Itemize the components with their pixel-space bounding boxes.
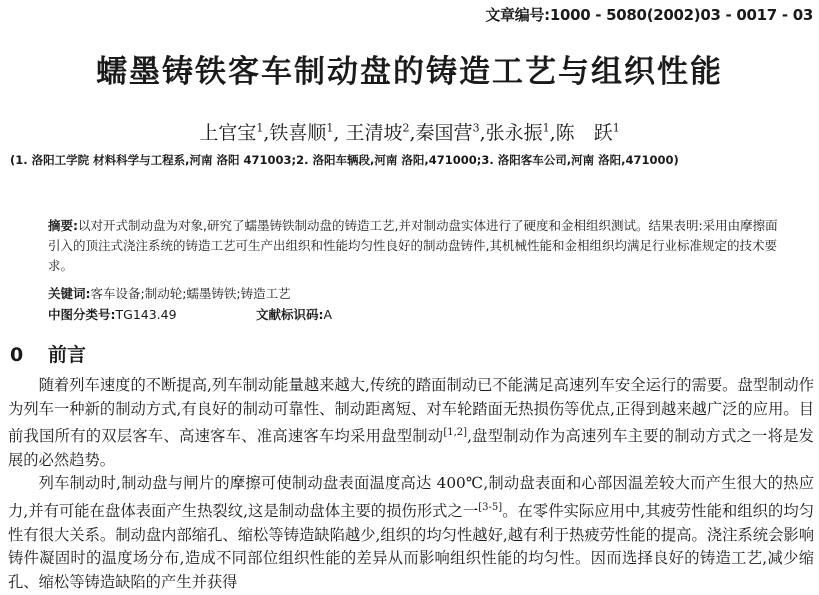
author-affiliation-mark: 1 xyxy=(612,121,620,135)
paragraph-text: 。在零件实际应用中,其疲劳性能和组织的均匀性有很大关系。制动盘内部缩孔、缩松等铸造缺陷越少,组织的均匀性越好,越有利于热疲劳性能的提高。浇注系统会影响铸件凝固时的温度场分布,造成不同部位组织性能的差异从而影响组织性能的均匀性。因而选择良好的铸造工艺,减少缩孔、缩松等铸造缺陷的产生并获得 xyxy=(8,502,814,591)
author-name: 秦国营 xyxy=(415,122,473,144)
keywords xyxy=(48,284,291,304)
paragraph-text: 列车制动时,制动盘与闸片的摩擦可使制动盘表面温度高达 400℃,制动盘表面和心部因温差较大而产生很大的热应力,并有可能在盘体表面产生热裂纹,这是制动盘体主要的损伤形式之一 xyxy=(8,474,814,521)
document-code xyxy=(256,305,332,325)
citation-mark: [1,2] xyxy=(443,427,468,439)
author-affiliation-mark: 2 xyxy=(402,121,410,135)
section-heading xyxy=(10,340,86,367)
author-name: 陈 跃 xyxy=(555,122,613,144)
article-id-value: 1000 - 5080(2002)03 - 0017 - 03 xyxy=(549,6,813,24)
affiliations: (1. 洛阳工学院 材料科学与工程系,河南 洛阳 471003;2. 洛阳车辆段,河南 洛阳,471000;3. 洛阳客车公司,河南 洛阳,471000) xyxy=(10,153,679,167)
author-name: 铁喜顺 xyxy=(269,122,327,144)
author-list xyxy=(0,118,819,145)
abstract xyxy=(48,216,788,276)
body-paragraph xyxy=(8,374,814,472)
paragraph-text: 随着列车速度的不断提高,列车制动能量越来越大,传统的踏面制动已不能满足高速列车安全运行的需要。盘型制动作为列车一种新的制动方式,有良好的制动可靠性、制动距离短、对车轮踏面无热损伤等优点,正得到越来越广泛的应用。目前我国所有的双层客车、高速客车、准高速客车均采用盘型制动 xyxy=(8,376,814,446)
paragraph-text: ,盘型制动作为高速列车主要的制动方式之一将是发展的必然趋势。 xyxy=(8,427,814,469)
section-title: 前言 xyxy=(48,344,87,366)
author-separator: , xyxy=(479,122,486,144)
author-separator: , xyxy=(549,122,556,144)
paper-title: 蠕墨铸铁客车制动盘的铸造工艺与组织性能 xyxy=(96,54,723,90)
author-affiliation-mark: 1 xyxy=(256,121,264,135)
abstract-label: 摘要: xyxy=(48,218,78,233)
author-separator: , xyxy=(263,122,270,144)
doc-code-value: A xyxy=(323,307,333,322)
article-id-label: 文章编号: xyxy=(485,6,550,24)
clc-value: TG143.49 xyxy=(115,307,177,322)
author-name: 张永振 xyxy=(485,122,543,144)
author-affiliation-mark: 3 xyxy=(472,121,480,135)
author-separator: , xyxy=(333,122,346,144)
clc-label: 中图分类号: xyxy=(48,307,116,322)
article-id-line xyxy=(485,4,813,25)
body-text xyxy=(8,374,814,595)
citation-mark: [3-5] xyxy=(478,502,503,514)
author-name: 王清坡 xyxy=(345,122,403,144)
author-affiliation-mark: 1 xyxy=(326,121,334,135)
classification-row xyxy=(48,305,333,325)
author-name: 上官宝 xyxy=(199,122,257,144)
keywords-text: 客车设备;制动轮;蠕墨铸铁;铸造工艺 xyxy=(90,286,291,301)
abstract-text: 以对开式制动盘为对象,研究了蠕墨铸铁制动盘的铸造工艺,并对制动盘实体进行了硬度和金相组织测试。结果表明:采用由摩擦面引入的顶注式浇注系统的铸造工艺可生产出组织和性能均匀性良好的制动盘铸件,其机械性能和金相组织均满足行业标准规定的技术要求。 xyxy=(48,218,778,273)
author-separator: , xyxy=(409,122,416,144)
doc-code-label: 文献标识码: xyxy=(256,307,324,322)
keywords-label: 关键词: xyxy=(48,286,91,301)
author-affiliation-mark: 1 xyxy=(542,121,550,135)
body-paragraph xyxy=(8,472,814,594)
section-number: 0 xyxy=(10,344,24,366)
